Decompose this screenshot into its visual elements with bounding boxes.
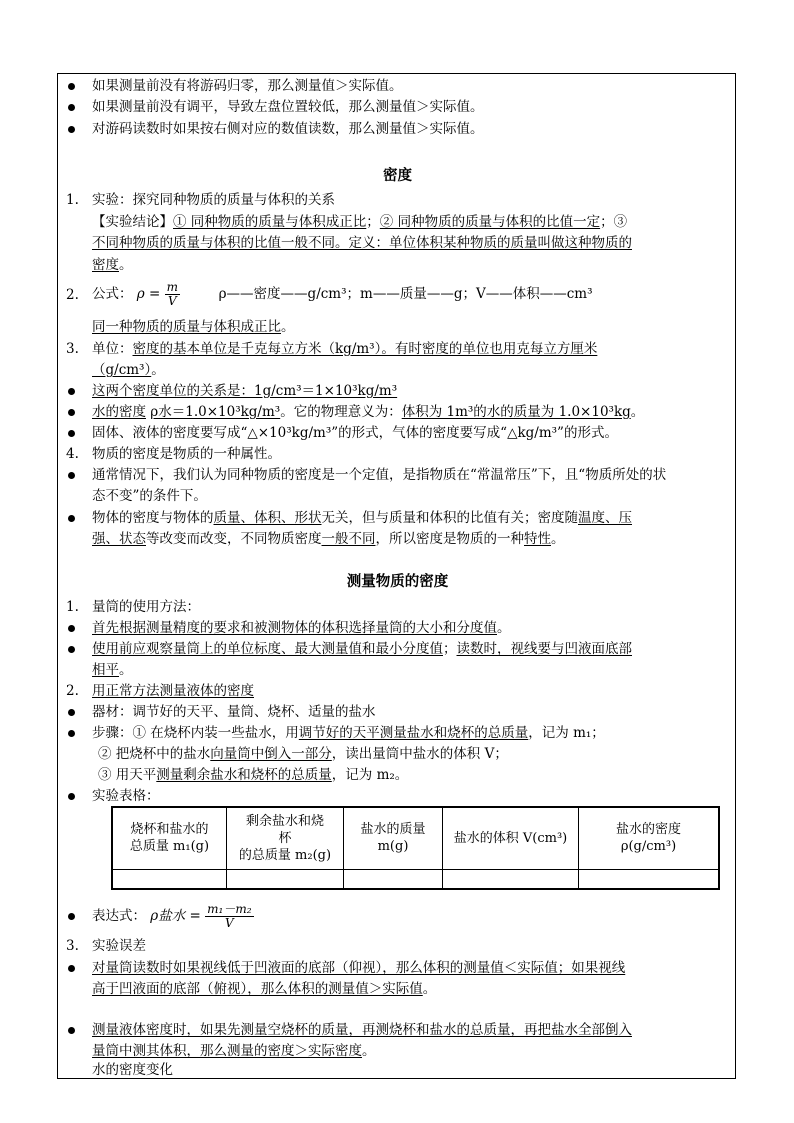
table-cell[interactable] xyxy=(227,869,344,889)
text-line: 高于凹液面的底部（俯视），那么体积的测量值＞实际值。 xyxy=(92,981,437,997)
text-line: 实验表格： xyxy=(92,788,160,804)
table-cell[interactable] xyxy=(579,869,720,889)
text-line: 用正常方法测量液体的密度 xyxy=(92,683,254,699)
text-line: 同一种物质的质量与体积成正比。 xyxy=(92,319,295,335)
text-line: 物体的密度与物体的质量、体积、形状无关，但与质量和体积的比值有关；密度随温度、压 xyxy=(92,510,632,526)
table-header-cell: 盐水的体积 V(cm³) xyxy=(443,807,579,869)
table-header-cell: 烧杯和盐水的 总质量 m₁(g) xyxy=(112,807,227,869)
text-line: 水的密度 ρ水＝1.0×10³kg/m³。它的物理意义为：体积为 1m³的水的质量为 1.0×10³kg。 xyxy=(92,404,645,420)
text-line: 这两个密度单位的关系是：1g/cm³＝1×10³kg/m³ xyxy=(92,383,398,399)
text-line: 如果测量前没有将游码归零，那么测量值＞实际值。 xyxy=(92,78,403,94)
document-frame xyxy=(57,73,736,1079)
bullet-icon xyxy=(66,1020,84,1040)
conclusion-line: 不同种物质的质量与体积的比值一般不同。定义：单位体积某种物质的质量叫做这种物质的 xyxy=(92,235,632,251)
text-line: 单位：密度的基本单位是千克每立方米（kg/m³）。有时密度的单位也用克每立方厘米 xyxy=(92,341,598,357)
list-number: 4. xyxy=(66,446,79,462)
table-cell[interactable] xyxy=(443,869,579,889)
text-line: 测量液体密度时，如果先测量空烧杯的质量，再测烧杯和盐水的总质量，再把盐水全部倒入 xyxy=(92,1022,632,1038)
text-line: （g/cm³）。 xyxy=(92,362,165,378)
list-number: 1. xyxy=(66,599,79,615)
bullet-icon xyxy=(66,723,84,743)
expression-fraction: $\frac{\text{m₁－m₂}}{V}$ xyxy=(207,902,252,930)
text-line: 步骤：① 在烧杯内装一些盐水，用调节好的天平测量盐水和烧杯的总质量，记为 m₁； xyxy=(92,725,605,741)
table-cell[interactable] xyxy=(112,869,227,889)
text-line: 如果测量前没有调平，导致左盘位置较低，那么测量值＞实际值。 xyxy=(92,99,484,115)
text-line: 量筒的使用方法： xyxy=(92,599,200,615)
bullet-icon xyxy=(66,702,84,722)
text-line: 固体、液体的密度要写成“△×10³kg/m³”的形式，气体的密度要写成“△kg/m³”的形式。 xyxy=(92,425,618,441)
table-header-cell: 盐水的质量 m(g) xyxy=(344,807,443,869)
table-header-row xyxy=(112,807,719,869)
text-line: 强、状态等改变而改变，不同物质密度一般不同，所以密度是物质的一种特性。 xyxy=(92,531,565,547)
text-line: 对游码读数时如果按右侧对应的数值读数，那么测量值＞实际值。 xyxy=(92,121,484,137)
bullet-icon xyxy=(66,958,84,978)
bullet-icon xyxy=(66,465,84,485)
text-line: 通常情况下，我们认为同种物质的密度是一个定值，是指物质在“常温常压”下，且“物质所处的状 xyxy=(92,467,667,483)
text-line: 实验：探究同种物质的质量与体积的关系 xyxy=(92,192,335,208)
text-line: 相平。 xyxy=(92,662,133,678)
text-line: 物质的密度是物质的一种属性。 xyxy=(92,446,281,462)
bullet-icon xyxy=(66,402,84,422)
list-number: 3. xyxy=(66,938,79,954)
table-header-cell: 盐水的密度 ρ(g/cm³) xyxy=(579,807,720,869)
list-number: 2. xyxy=(66,683,79,699)
text-line: ② 把烧杯中的盐水向量筒中倒入一部分，读出量筒中盐水的体积 V； xyxy=(98,746,508,762)
text-line: ③ 用天平测量剩余盐水和烧杯的总质量，记为 m₂。 xyxy=(98,767,409,783)
text-line: 使用前应观察量筒上的单位标度、最大测量值和最小分度值；读数时，视线要与凹液面底部 xyxy=(92,641,632,657)
table-row xyxy=(112,869,719,889)
section-heading-measure: 测量物质的密度 xyxy=(346,573,449,590)
expression-line: 表达式： ρ盐水 = $\frac{\text{m₁－m₂}}{V}$ xyxy=(92,902,252,930)
bullet-icon xyxy=(66,119,84,139)
text-line: 首先根据测量精度的要求和被测物体的体积选择量筒的大小和分度值。 xyxy=(92,620,511,636)
text-line: 水的密度变化 xyxy=(92,1062,173,1078)
bullet-icon xyxy=(66,786,84,806)
bullet-icon xyxy=(66,97,84,117)
table-cell[interactable] xyxy=(344,869,443,889)
conclusion-line: 【实验结论】① 同种物质的质量与体积成正比；② 同种物质的质量与体积的比值一定；③ xyxy=(92,214,628,230)
experiment-table xyxy=(111,806,720,890)
bullet-icon xyxy=(66,508,84,528)
list-number: 3. xyxy=(66,341,79,357)
bullet-icon xyxy=(66,639,84,659)
text-line: 器材：调节好的天平、量筒、烧杯、适量的盐水 xyxy=(92,704,376,720)
formula-fraction: $\frac{m}{V}$ xyxy=(166,280,179,308)
bullet-icon xyxy=(66,423,84,443)
text-line: 态不变”的条件下。 xyxy=(92,488,207,504)
text-line: 实验误差 xyxy=(92,938,146,954)
bullet-icon xyxy=(66,381,84,401)
bullet-icon xyxy=(66,76,84,96)
text-line: 量筒中测其体积，那么测量的密度＞实际密度。 xyxy=(92,1043,376,1059)
bullet-icon xyxy=(66,906,84,926)
table-header-cell: 剩余盐水和烧 杯 的总质量 m₂(g) xyxy=(227,807,344,869)
formula-line: 公式： ρ = $\frac{m}{V}$ ρ——密度——g/cm³；m——质量——g；V——体积——cm³ xyxy=(92,280,593,308)
conclusion-line: 密度。 xyxy=(92,257,133,273)
text-line: 对量筒读数时如果视线低于凹液面的底部（仰视），那么体积的测量值＜实际值；如果视线 xyxy=(92,960,626,976)
list-number: 1. xyxy=(66,192,79,208)
section-heading-density: 密度 xyxy=(383,167,412,184)
list-number: 2. xyxy=(66,287,79,303)
bullet-icon xyxy=(66,618,84,638)
